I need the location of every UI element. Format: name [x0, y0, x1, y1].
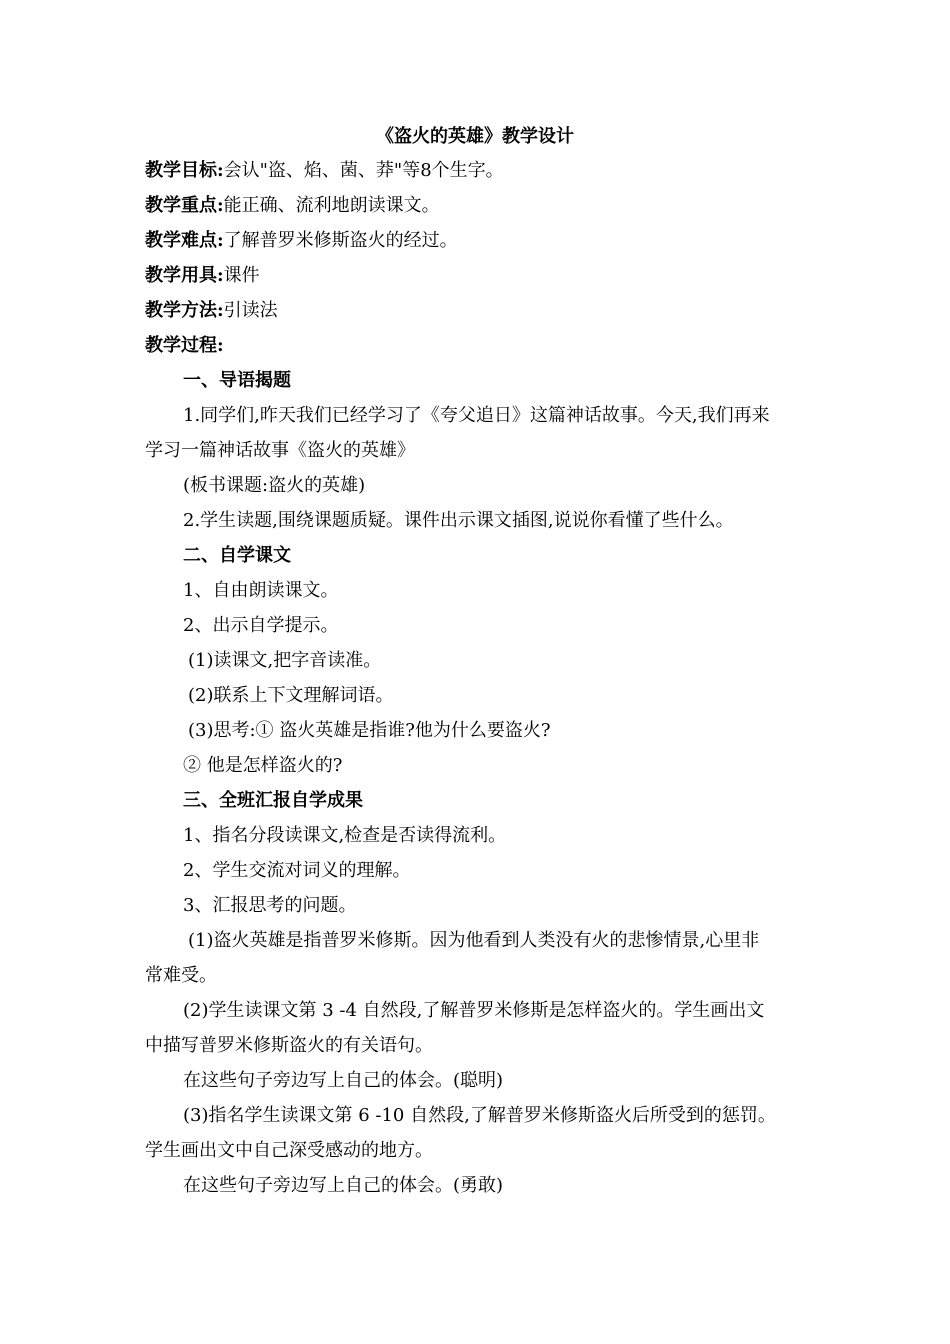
- paragraph-line: 常难受。: [145, 965, 217, 986]
- meta-value: 课件: [223, 265, 260, 286]
- section-heading: 二、自学课文: [183, 545, 291, 566]
- section-heading: 一、导语揭题: [183, 370, 291, 391]
- list-item: 3、汇报思考的问题。: [183, 895, 357, 916]
- meta-objective: [145, 159, 504, 183]
- meta-value: 能正确、流利地朗读课文。: [223, 195, 440, 216]
- document-title: 《盗火的英雄》教学设计: [376, 126, 574, 147]
- paragraph-line: (3)指名学生读课文第 6 -10 自然段,了解普罗米修斯盗火后所受到的惩罚。: [183, 1105, 776, 1126]
- meta-tools: [145, 264, 260, 288]
- list-item: (2)联系上下文理解词语。: [188, 685, 394, 706]
- meta-process: [145, 334, 224, 358]
- meta-difficulty: [145, 229, 458, 253]
- meta-label: 教学目标:: [145, 160, 224, 181]
- meta-label: 教学重点:: [145, 195, 224, 216]
- paragraph-line: 在这些句子旁边写上自己的体会。(勇敢): [183, 1175, 504, 1196]
- list-item: ② 他是怎样盗火的?: [183, 755, 343, 776]
- paragraph-line: (2)学生读课文第 3 -4 自然段,了解普罗米修斯是怎样盗火的。学生画出文: [183, 1000, 765, 1021]
- paragraph-line: 学生画出文中自己深受感动的地方。: [145, 1140, 433, 1161]
- meta-key-point: [145, 194, 440, 218]
- paragraph-line: 2.学生读题,围绕课题质疑。课件出示课文插图,说说你看懂了些什么。: [183, 510, 734, 531]
- list-item: 2、学生交流对词义的理解。: [183, 860, 411, 881]
- meta-value: 了解普罗米修斯盗火的经过。: [223, 230, 458, 251]
- meta-label: 教学难点:: [145, 230, 224, 251]
- paragraph-line: (板书课题:盗火的英雄): [183, 475, 366, 496]
- meta-label: 教学过程:: [145, 335, 224, 356]
- meta-label: 教学用具:: [145, 265, 224, 286]
- meta-value: 引读法: [223, 300, 278, 321]
- paragraph-line: 在这些句子旁边写上自己的体会。(聪明): [183, 1070, 504, 1091]
- section-heading: 三、全班汇报自学成果: [183, 790, 363, 811]
- paragraph-line: (1)盗火英雄是指普罗米修斯。因为他看到人类没有火的悲惨情景,心里非: [188, 930, 760, 951]
- list-item: 2、出示自学提示。: [183, 615, 339, 636]
- paragraph-line: 1.同学们,昨天我们已经学习了《夸父追日》这篇神话故事。今天,我们再来: [183, 405, 770, 426]
- paragraph-line: 中描写普罗米修斯盗火的有关语句。: [145, 1035, 433, 1056]
- list-item: (1)读课文,把字音读准。: [188, 650, 382, 671]
- list-item: 1、自由朗读课文。: [183, 580, 339, 601]
- list-item: 1、指名分段读课文,检查是否读得流利。: [183, 825, 507, 846]
- meta-method: [145, 299, 278, 323]
- meta-value: 会认"盗、焰、菌、莽"等8个生字。: [223, 160, 504, 181]
- list-item: (3)思考:① 盗火英雄是指谁?他为什么要盗火?: [188, 720, 551, 741]
- paragraph-line: 学习一篇神话故事《盗火的英雄》: [145, 440, 415, 461]
- meta-label: 教学方法:: [145, 300, 224, 321]
